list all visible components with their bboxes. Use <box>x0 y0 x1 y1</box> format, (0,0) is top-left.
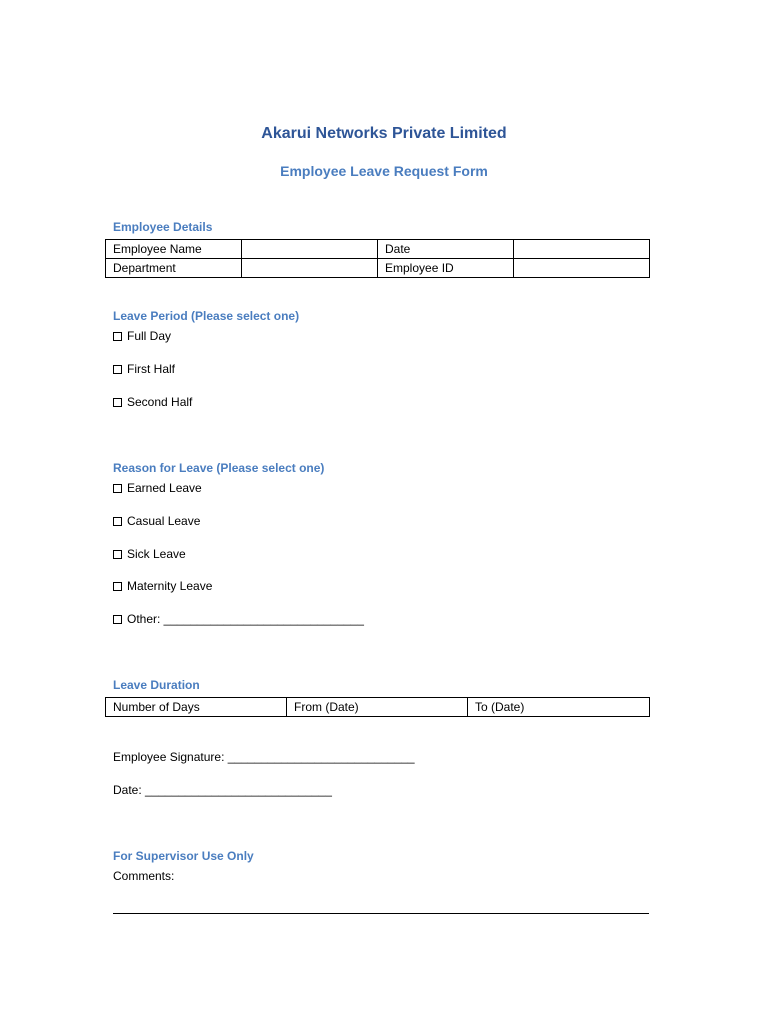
date-label: Date <box>378 240 514 259</box>
checkbox-icon[interactable] <box>113 517 122 526</box>
checkbox-icon[interactable] <box>113 550 122 559</box>
option-other[interactable] <box>113 612 364 626</box>
leave-period-heading: Leave Period (Please select one) <box>113 309 300 323</box>
option-label: Earned Leave <box>127 481 202 495</box>
option-label: First Half <box>127 362 175 376</box>
option-full-day[interactable] <box>113 329 171 343</box>
employee-id-label: Employee ID <box>378 259 514 278</box>
checkbox-icon[interactable] <box>113 365 122 374</box>
date-field[interactable] <box>514 240 650 259</box>
option-label: Maternity Leave <box>127 579 213 593</box>
table-row <box>106 259 650 278</box>
option-maternity-leave[interactable] <box>113 579 212 593</box>
employee-name-field[interactable] <box>242 240 378 259</box>
checkbox-icon[interactable] <box>113 332 122 341</box>
company-name: Akarui Networks Private Limited <box>261 125 507 142</box>
option-label: Sick Leave <box>127 547 186 561</box>
employee-signature-line[interactable]: Employee Signature: ____________________________ <box>113 750 415 764</box>
option-sick-leave[interactable] <box>113 547 186 561</box>
option-label: Casual Leave <box>127 514 201 528</box>
employee-name-label: Employee Name <box>106 240 242 259</box>
department-field[interactable] <box>242 259 378 278</box>
supervisor-heading: For Supervisor Use Only <box>113 849 254 863</box>
option-casual-leave[interactable] <box>113 514 200 528</box>
checkbox-icon[interactable] <box>113 398 122 407</box>
signature-date-line[interactable]: Date: ____________________________ <box>113 783 332 797</box>
option-second-half[interactable] <box>113 395 192 409</box>
option-earned-leave[interactable] <box>113 481 202 495</box>
checkbox-icon[interactable] <box>113 484 122 493</box>
employee-details-table <box>105 239 650 278</box>
leave-duration-heading: Leave Duration <box>113 678 200 692</box>
option-label: Second Half <box>127 395 193 409</box>
form-title: Employee Leave Request Form <box>280 163 488 179</box>
employee-id-field[interactable] <box>514 259 650 278</box>
from-date-cell[interactable]: From (Date) <box>287 698 468 717</box>
number-of-days-cell[interactable]: Number of Days <box>106 698 287 717</box>
leave-duration-table <box>105 697 650 717</box>
leave-reason-heading: Reason for Leave (Please select one) <box>113 461 325 475</box>
option-first-half[interactable] <box>113 362 175 376</box>
employee-details-heading: Employee Details <box>113 220 213 234</box>
option-label: Full Day <box>127 329 172 343</box>
option-label: Other: ______________________________ <box>127 612 364 626</box>
comments-label: Comments: <box>113 869 175 883</box>
to-date-cell[interactable]: To (Date) <box>468 698 650 717</box>
checkbox-icon[interactable] <box>113 582 122 591</box>
table-row <box>106 240 650 259</box>
table-row <box>106 698 650 717</box>
comments-line[interactable] <box>113 913 649 914</box>
checkbox-icon[interactable] <box>113 615 122 624</box>
department-label: Department <box>106 259 242 278</box>
